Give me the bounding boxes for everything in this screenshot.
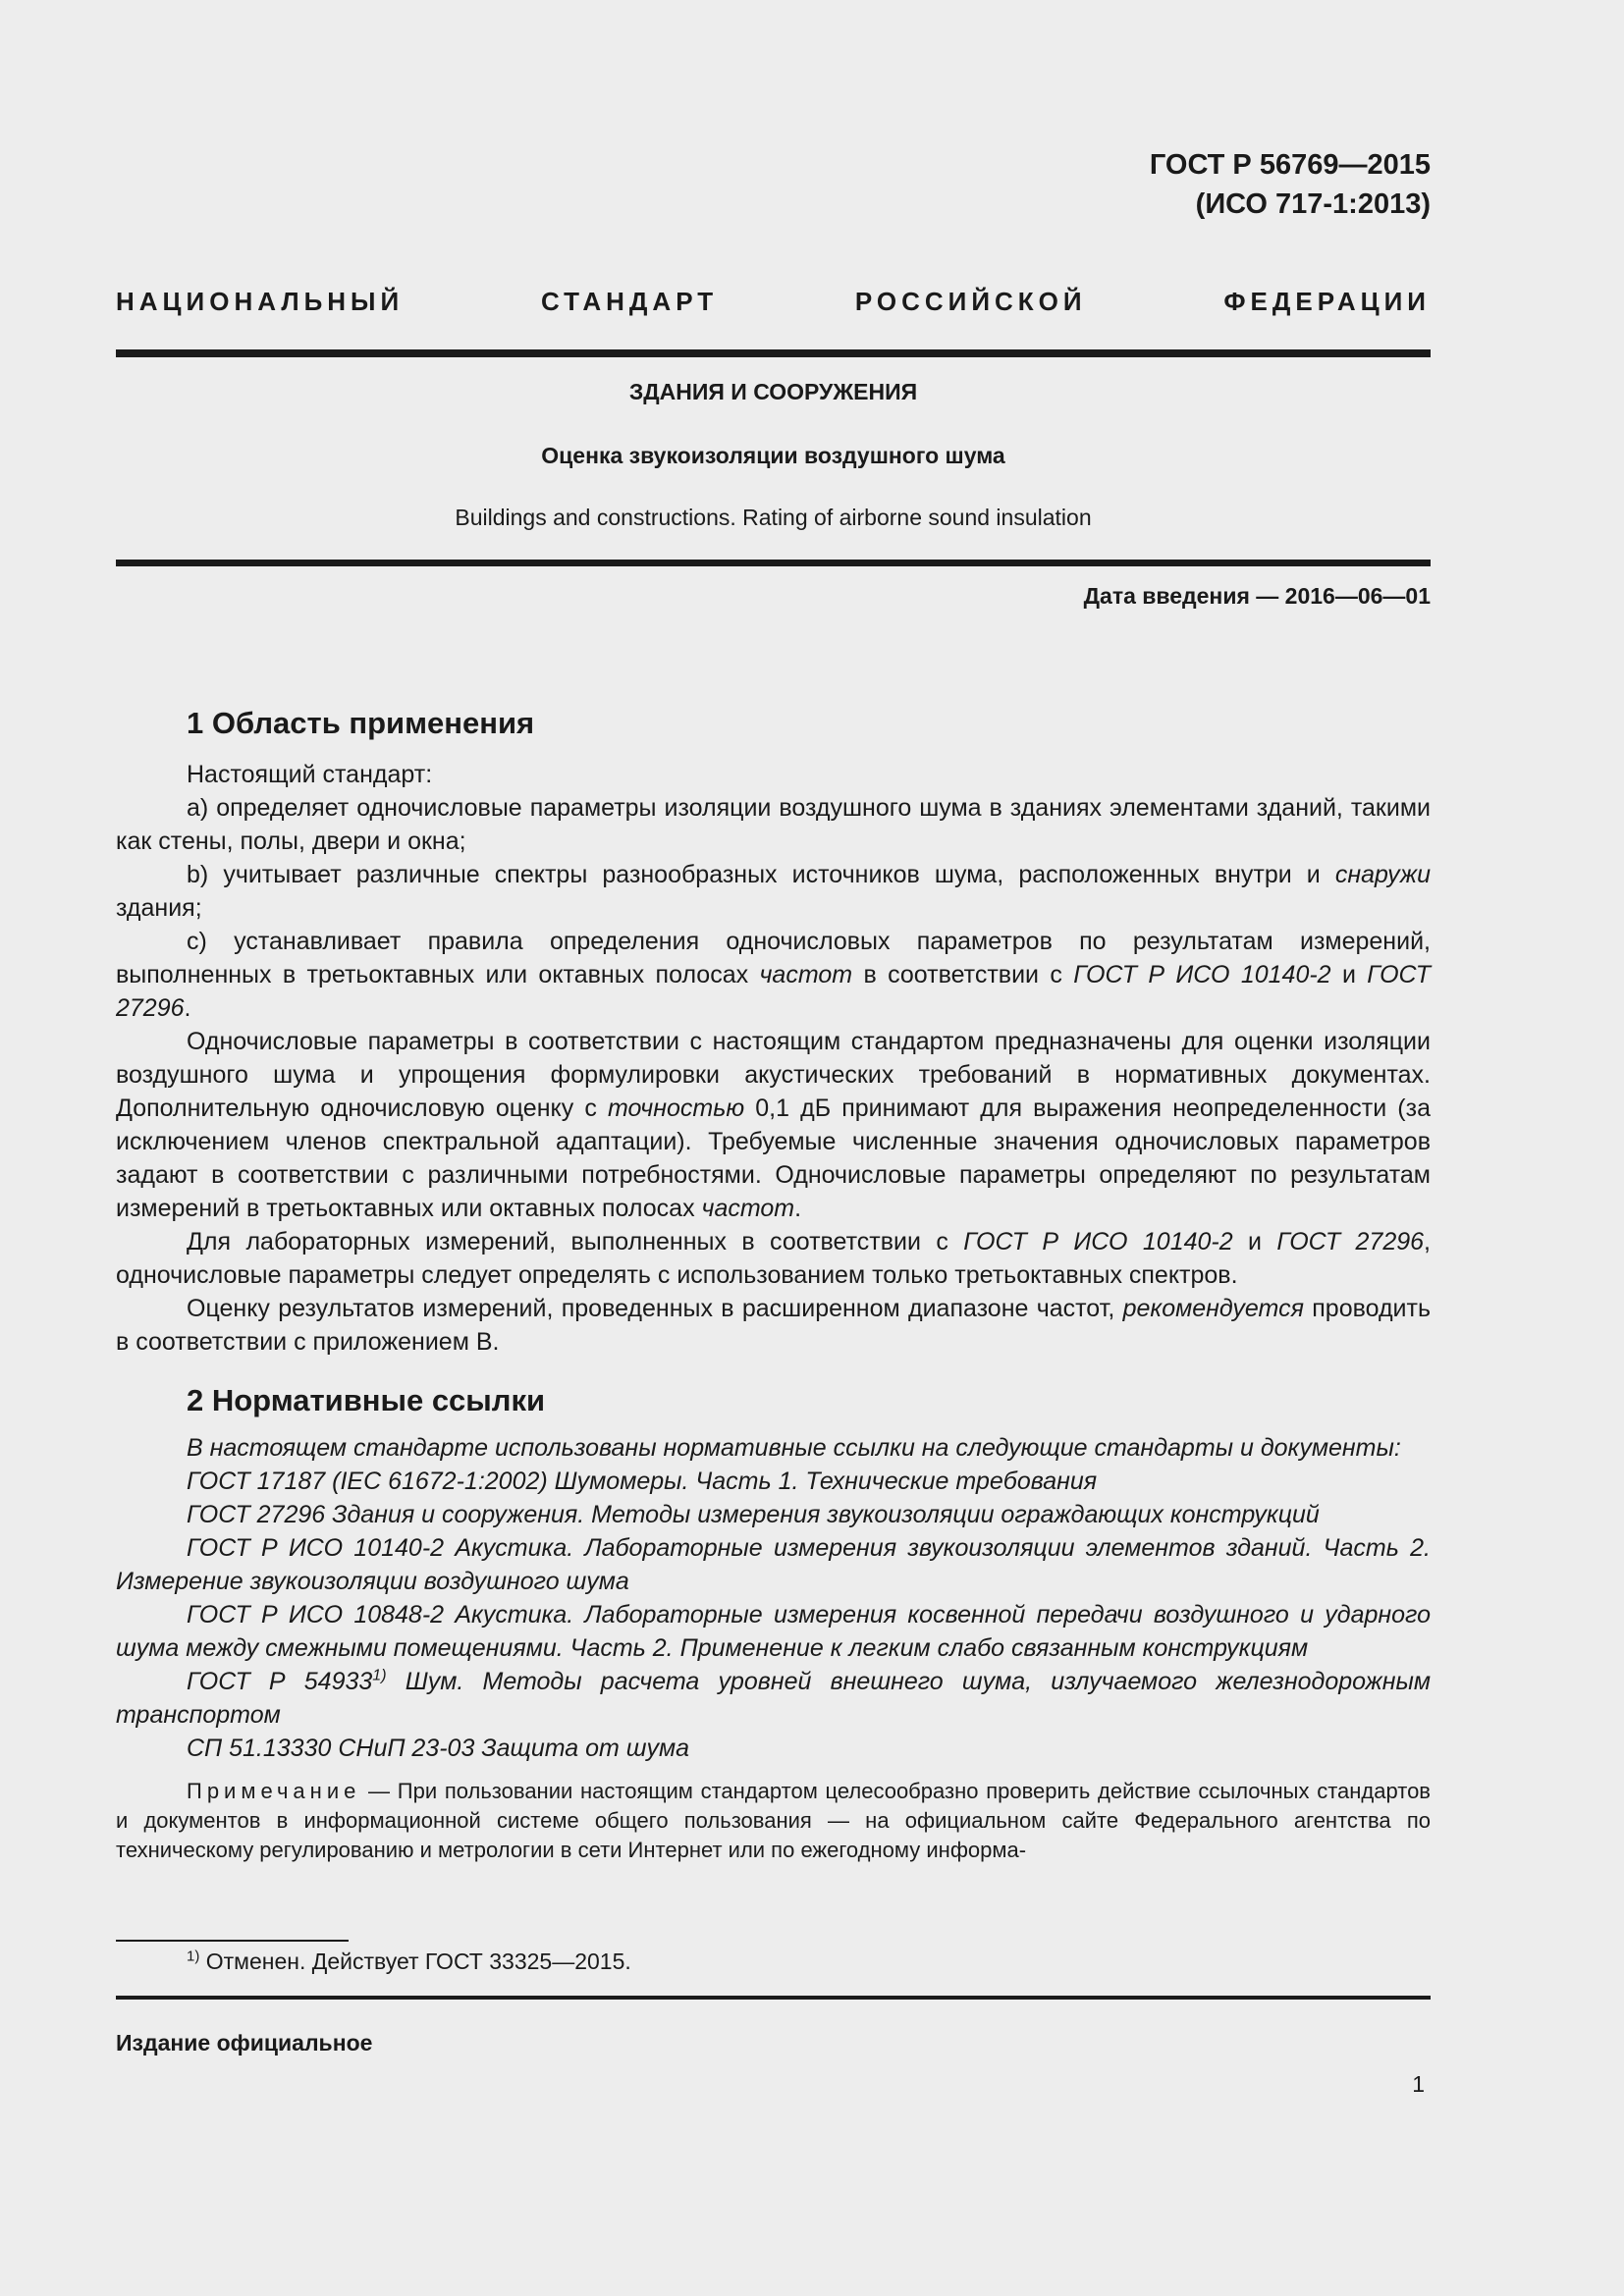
paragraph: В настоящем стандарте использованы нормативные ссылки на следующие стандарты и документы: bbox=[187, 1434, 1401, 1462]
footer-divider bbox=[116, 1996, 1431, 2000]
national-word: ФЕДЕРАЦИИ bbox=[1223, 287, 1431, 316]
standard-number-block bbox=[1150, 145, 1431, 224]
national-word: РОССИЙСКОЙ bbox=[854, 287, 1087, 316]
note-label: Примечание bbox=[187, 1779, 361, 1803]
national-word: НАЦИОНАЛЬНЫЙ bbox=[116, 287, 405, 316]
reference-item: ГОСТ Р 54933$^{1)}$ Шум. Методы расчета уровней внешнего шума, излучаемого железнодорожным транспортом bbox=[116, 1667, 1431, 1729]
official-edition-label: Издание официальное bbox=[116, 2030, 373, 2056]
reference-item: ГОСТ 27296 Здания и сооружения. Методы измерения звукоизоляции ограждающих конструкций bbox=[187, 1501, 1320, 1528]
footnote: $^{1)}$ Отменен. Действует ГОСТ 33325—2015. bbox=[187, 1948, 631, 1974]
list-item-a: a) определяет одночисловые параметры изоляции воздушного шума в зданиях элементами зданий, такими как стены, полы, двери и окна; bbox=[116, 794, 1431, 855]
reference-item: ГОСТ Р ИСО 10848-2 Акустика. Лабораторные измерения косвенной передачи воздушного и ударного шума между смежными помещениями. Часть 2. Применение к легким слабо связанным конструкциям bbox=[116, 1601, 1431, 1662]
title-divider bbox=[116, 560, 1431, 566]
title-upper: ЗДАНИЯ И СООРУЖЕНИЯ bbox=[628, 379, 918, 404]
paragraph: Оценку результатов измерений, проведенных в расширенном диапазоне частот, рекомендуется проводить в соответствии с приложением В. bbox=[116, 1295, 1431, 1356]
section-2 bbox=[116, 1384, 1431, 1865]
page-number: 1 bbox=[1412, 2071, 1425, 2097]
list-item-c: c) устанавливает правила определения одночисловых параметров по результатам измерений, выполненных в третьоктавных или октавных полосах частот в соответствии с ГОСТ Р ИСО 10140-2 и ГОСТ 27296. bbox=[116, 928, 1432, 1022]
reference-item: СП 51.13330 СНиП 23-03 Защита от шума bbox=[187, 1735, 690, 1762]
paragraph: Для лабораторных измерений, выполненных в соответствии с ГОСТ Р ИСО 10140-2 и ГОСТ 27296, одночисловые параметры следует определять с использованием только третьоктавных спектров. bbox=[116, 1228, 1431, 1289]
national-word: СТАНДАРТ bbox=[540, 287, 719, 316]
footnote-marker: 1) bbox=[372, 1667, 387, 1684]
paragraph: Настоящий стандарт: bbox=[187, 761, 433, 788]
section-1 bbox=[116, 707, 1431, 1359]
title-english: Buildings and constructions. Rating of airborne sound insulation bbox=[455, 505, 1092, 530]
gost-number: ГОСТ Р 56769—2015 bbox=[1149, 149, 1431, 181]
reference-item: ГОСТ 17187 (IEC 61672-1:2002) Шумомеры. Часть 1. Технические требования bbox=[187, 1468, 1098, 1495]
iso-number: (ИСО 717-1:2013) bbox=[1195, 188, 1431, 220]
top-divider bbox=[116, 349, 1431, 357]
list-item-b: b) учитывает различные спектры разнообразных источников шума, расположенных внутри и снаружи здания; bbox=[116, 861, 1431, 922]
section-1-heading: 1 Область применения bbox=[187, 706, 535, 740]
title-main: Оценка звукоизоляции воздушного шума bbox=[541, 443, 1005, 468]
paragraph: Одночисловые параметры в соответствии с настоящим стандартом предназначены для оценки изоляции воздушного шума и упрощения формулировки акустических требований в нормативных документах. Дополнительную одночисловую оценку с точностью 0,1 дБ принимают для выражения неопределенности (за исключением членов спектральной адаптации). Требуемые численные значения одночисловых параметров задают в соответствии с различными потребностями. Одночисловые параметры определяют по результатам измерений в третьоктавных или октавных полосах частот. bbox=[116, 1028, 1431, 1222]
note: Примечание — При пользовании настоящим стандартом целесообразно проверить действие ссылочных стандартов и документов в информационной системе общего пользования — на официальном сайте Федерального агентства по техническому регулированию и метрологии в сети Интернет или по ежегодному информа- bbox=[116, 1779, 1431, 1862]
footnote-divider bbox=[116, 1940, 349, 1942]
reference-item: ГОСТ Р ИСО 10140-2 Акустика. Лабораторные измерения звукоизоляции элементов зданий. Часть 2. Измерение звукоизоляции воздушного шума bbox=[116, 1534, 1431, 1595]
national-standard-heading bbox=[116, 287, 1431, 317]
section-2-heading: 2 Нормативные ссылки bbox=[187, 1383, 546, 1417]
date-introduction: Дата введения — 2016—06—01 bbox=[1083, 583, 1431, 609]
